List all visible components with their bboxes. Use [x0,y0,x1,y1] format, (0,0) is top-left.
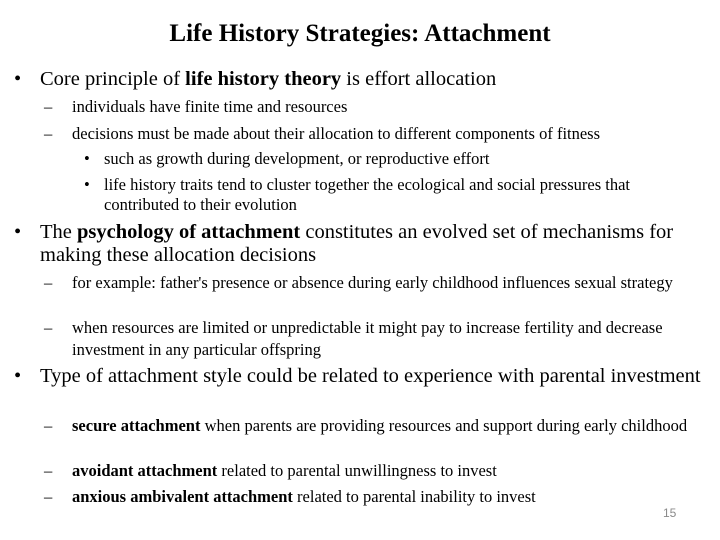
slide-title: Life History Strategies: Attachment [169,20,551,47]
sub-point-text [72,460,710,482]
bullet-text-intro: The [40,221,77,243]
bullet-marker: • [14,365,22,387]
term-anxious-ambivalent-attachment: anxious ambivalent attachment [72,487,293,506]
dash-marker: – [44,273,53,292]
sub-point-2-2 [44,317,710,361]
dash-marker: – [44,461,53,480]
sub-sub-point-text: life history traits tend to cluster together the ecological and social pressures that contributed to their evolution [104,175,631,214]
bullet-text-rest: constitutes an evolved set of mechanisms for making these allocation decisions [40,221,674,266]
bullet-text [40,221,704,267]
sub-sub-point-1 [84,149,694,169]
sub-point-text: decisions must be made about their allocation to different components of fitness [72,124,601,143]
dash-marker: – [44,487,53,506]
bullet-point-2 [14,221,704,267]
sub-point-text [72,415,710,437]
sub-sub-point-text: such as growth during development, or reproductive effort [104,149,490,168]
term-life-history-theory: life history theory [185,68,342,90]
term-secure-attachment: secure attachment [72,416,201,435]
sub-point-3-1 [44,415,710,437]
bullet-text-rest: is effort allocation [341,68,497,90]
sub-point-3-3 [44,486,710,508]
sub-point-text [72,486,710,508]
sub-point-text: for example: father's presence or absence during early childhood influences sexual strategy [72,273,673,292]
sub-point-text: individuals have finite time and resources [72,97,348,116]
bullet-marker: • [14,68,22,90]
bullet-point-1 [14,68,704,91]
sub-point-text-rest: when parents are providing resources and support during early childhood [200,416,688,435]
bullet-text: Type of attachment style could be related to experience with parental investment [40,365,701,387]
sub-sub-point-2 [84,175,694,215]
sub-point-text: when resources are limited or unpredictable it might pay to increase fertility and decrease investment in any particular offspring [72,318,663,359]
dash-marker: – [44,124,53,143]
sub-point-text-rest: related to parental unwillingness to invest [217,461,497,480]
sub-point-text-rest: related to parental inability to invest [292,487,536,506]
term-avoidant-attachment: avoidant attachment [72,461,218,480]
dash-marker: – [44,416,53,435]
bullet-point-3 [14,365,704,388]
bullet-marker: • [84,149,90,168]
dash-marker: – [44,318,53,337]
bullet-text [40,68,704,91]
bullet-marker: • [14,221,22,243]
bullet-text-intro: Core principle of [40,68,186,90]
sub-point-1-1 [44,97,714,117]
sub-point-3-2 [44,460,710,482]
page-number: 15 [663,506,677,520]
term-psychology-of-attachment: psychology of attachment [77,221,301,243]
dash-marker: – [44,97,53,116]
sub-point-2-1 [44,272,710,294]
sub-point-1-2 [44,124,714,144]
bullet-marker: • [84,175,90,194]
